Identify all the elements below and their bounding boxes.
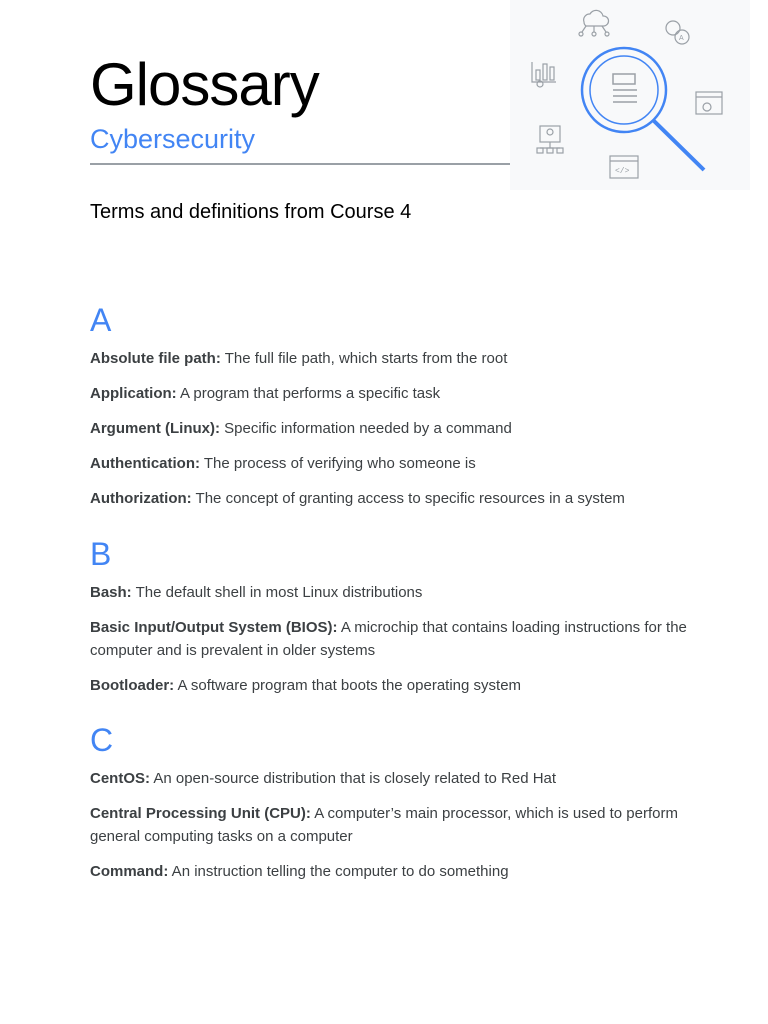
intro-text: Terms and definitions from Course 4: [90, 201, 412, 223]
glossary-entry: [90, 768, 690, 791]
definition: Specific information needed by a command: [219, 420, 512, 437]
svg-text:</>: </>: [615, 167, 630, 176]
header-illustration: [510, 0, 750, 190]
letter-heading: B: [90, 536, 112, 572]
definition: A software program that boots the operating system: [174, 676, 522, 694]
glossary-entry: [90, 418, 625, 441]
term: Basic Input/Output System (BIOS):: [90, 619, 338, 636]
letter-section-b: [90, 534, 690, 710]
definition: The process of verifying who someone is: [200, 455, 476, 472]
glossary-entry: [90, 582, 690, 605]
term: Authorization:: [90, 490, 192, 507]
definition: A program that performs a specific task: [176, 385, 441, 402]
glossary-entry: [90, 383, 625, 406]
glossary-entry: [90, 675, 690, 698]
definition: The default shell in most Linux distributions: [131, 584, 423, 601]
page-title: Glossary: [90, 51, 319, 118]
term: Command:: [90, 862, 169, 880]
definition: An instruction telling the computer to do something: [168, 862, 509, 880]
letter-heading: A: [90, 302, 112, 338]
definition: A computer’s main processor, which is used to perform general computing tasks on a computer: [90, 805, 678, 845]
term: Bootloader:: [90, 676, 175, 694]
glossary-entry: [90, 861, 690, 884]
glossary-entry: [90, 453, 625, 476]
definition: The full file path, which starts from the root: [220, 350, 508, 367]
glossary-entry: [90, 803, 690, 848]
term: CentOS:: [90, 770, 150, 787]
glossary-entry: [90, 488, 625, 511]
definition: An open-source distribution that is closely related to Red Hat: [150, 770, 557, 787]
letter-section-a: [90, 300, 625, 523]
term: Absolute file path:: [90, 350, 221, 367]
letter-heading: C: [90, 722, 114, 758]
letter-section-c: [90, 720, 690, 896]
definition: A microchip that contains loading instructions for the computer and is prevalent in older systems: [90, 619, 687, 659]
term: Application:: [90, 385, 177, 402]
svg-text:A: A: [679, 35, 684, 42]
term: Bash:: [90, 584, 132, 601]
definition: The concept of granting access to specific resources in a system: [191, 490, 625, 507]
term: Authentication:: [90, 455, 200, 472]
glossary-entry: [90, 348, 625, 371]
term: Central Processing Unit (CPU):: [90, 805, 311, 822]
glossary-entry: [90, 617, 690, 662]
term: Argument (Linux):: [90, 420, 220, 437]
page-subtitle: Cybersecurity: [90, 124, 256, 154]
